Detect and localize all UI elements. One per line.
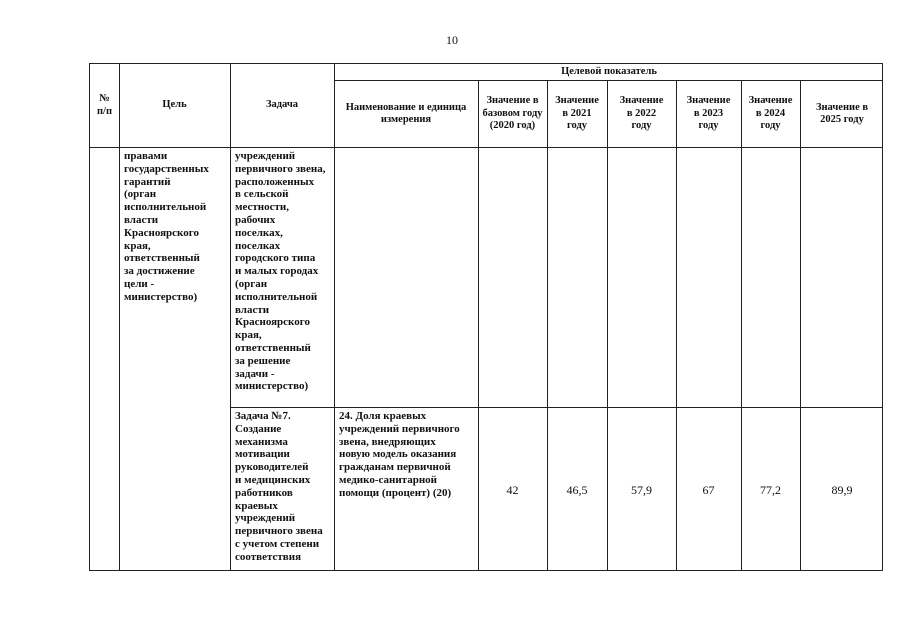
indicator-name-cell: 24. Доля краевых учреждений первичного звена, внедряющих новую модель оказания гражданам первичной медико-санитарной помощи (процент) (20) [339, 410, 460, 499]
header-2025: Значение в 2025 году [815, 101, 869, 125]
header-target-indicator: Целевой показатель [561, 65, 657, 77]
page-number: 10 [446, 33, 458, 47]
goal-cell: правами государственных гарантий (орган исполнительной власти Красноярского края, ответственный за достижение цели - министерство) [124, 150, 209, 303]
indicator-table [89, 63, 883, 571]
header-base-year: Значение в базовом году (2020 год) [482, 95, 543, 132]
task-continued-cell: учреждений первичного звена, расположенных в сельской местности, рабочих поселках, поселках городского типа и малых городах (орган исполнительной власти Красноярского края, ответственный за решение задачи - министерство) [235, 150, 326, 393]
task-7-cell: Задача №7. Создание механизма мотивации руководителей и медицинских работников краевых учреждений первичного звена с учетом степени соответствия [235, 410, 323, 563]
header-2022: Значение в 2022 году [619, 95, 664, 132]
value-2022: 57,9 [631, 482, 652, 497]
header-goal: Цель [162, 99, 187, 111]
header-indicator-name: Наименование и единица измерения [345, 101, 467, 125]
value-2023: 67 [702, 482, 715, 497]
value-2025: 89,9 [831, 482, 853, 497]
value-2021: 46,5 [566, 482, 588, 497]
value-2024: 77,2 [760, 482, 781, 497]
header-2023: Значение в 2023 году [686, 95, 731, 132]
header-number: № п/п [96, 93, 113, 117]
header-2024: Значение в 2024 году [748, 95, 793, 132]
value-base-year: 42 [506, 482, 519, 497]
header-2021: Значение в 2021 году [555, 95, 599, 132]
header-task: Задача [265, 99, 299, 111]
